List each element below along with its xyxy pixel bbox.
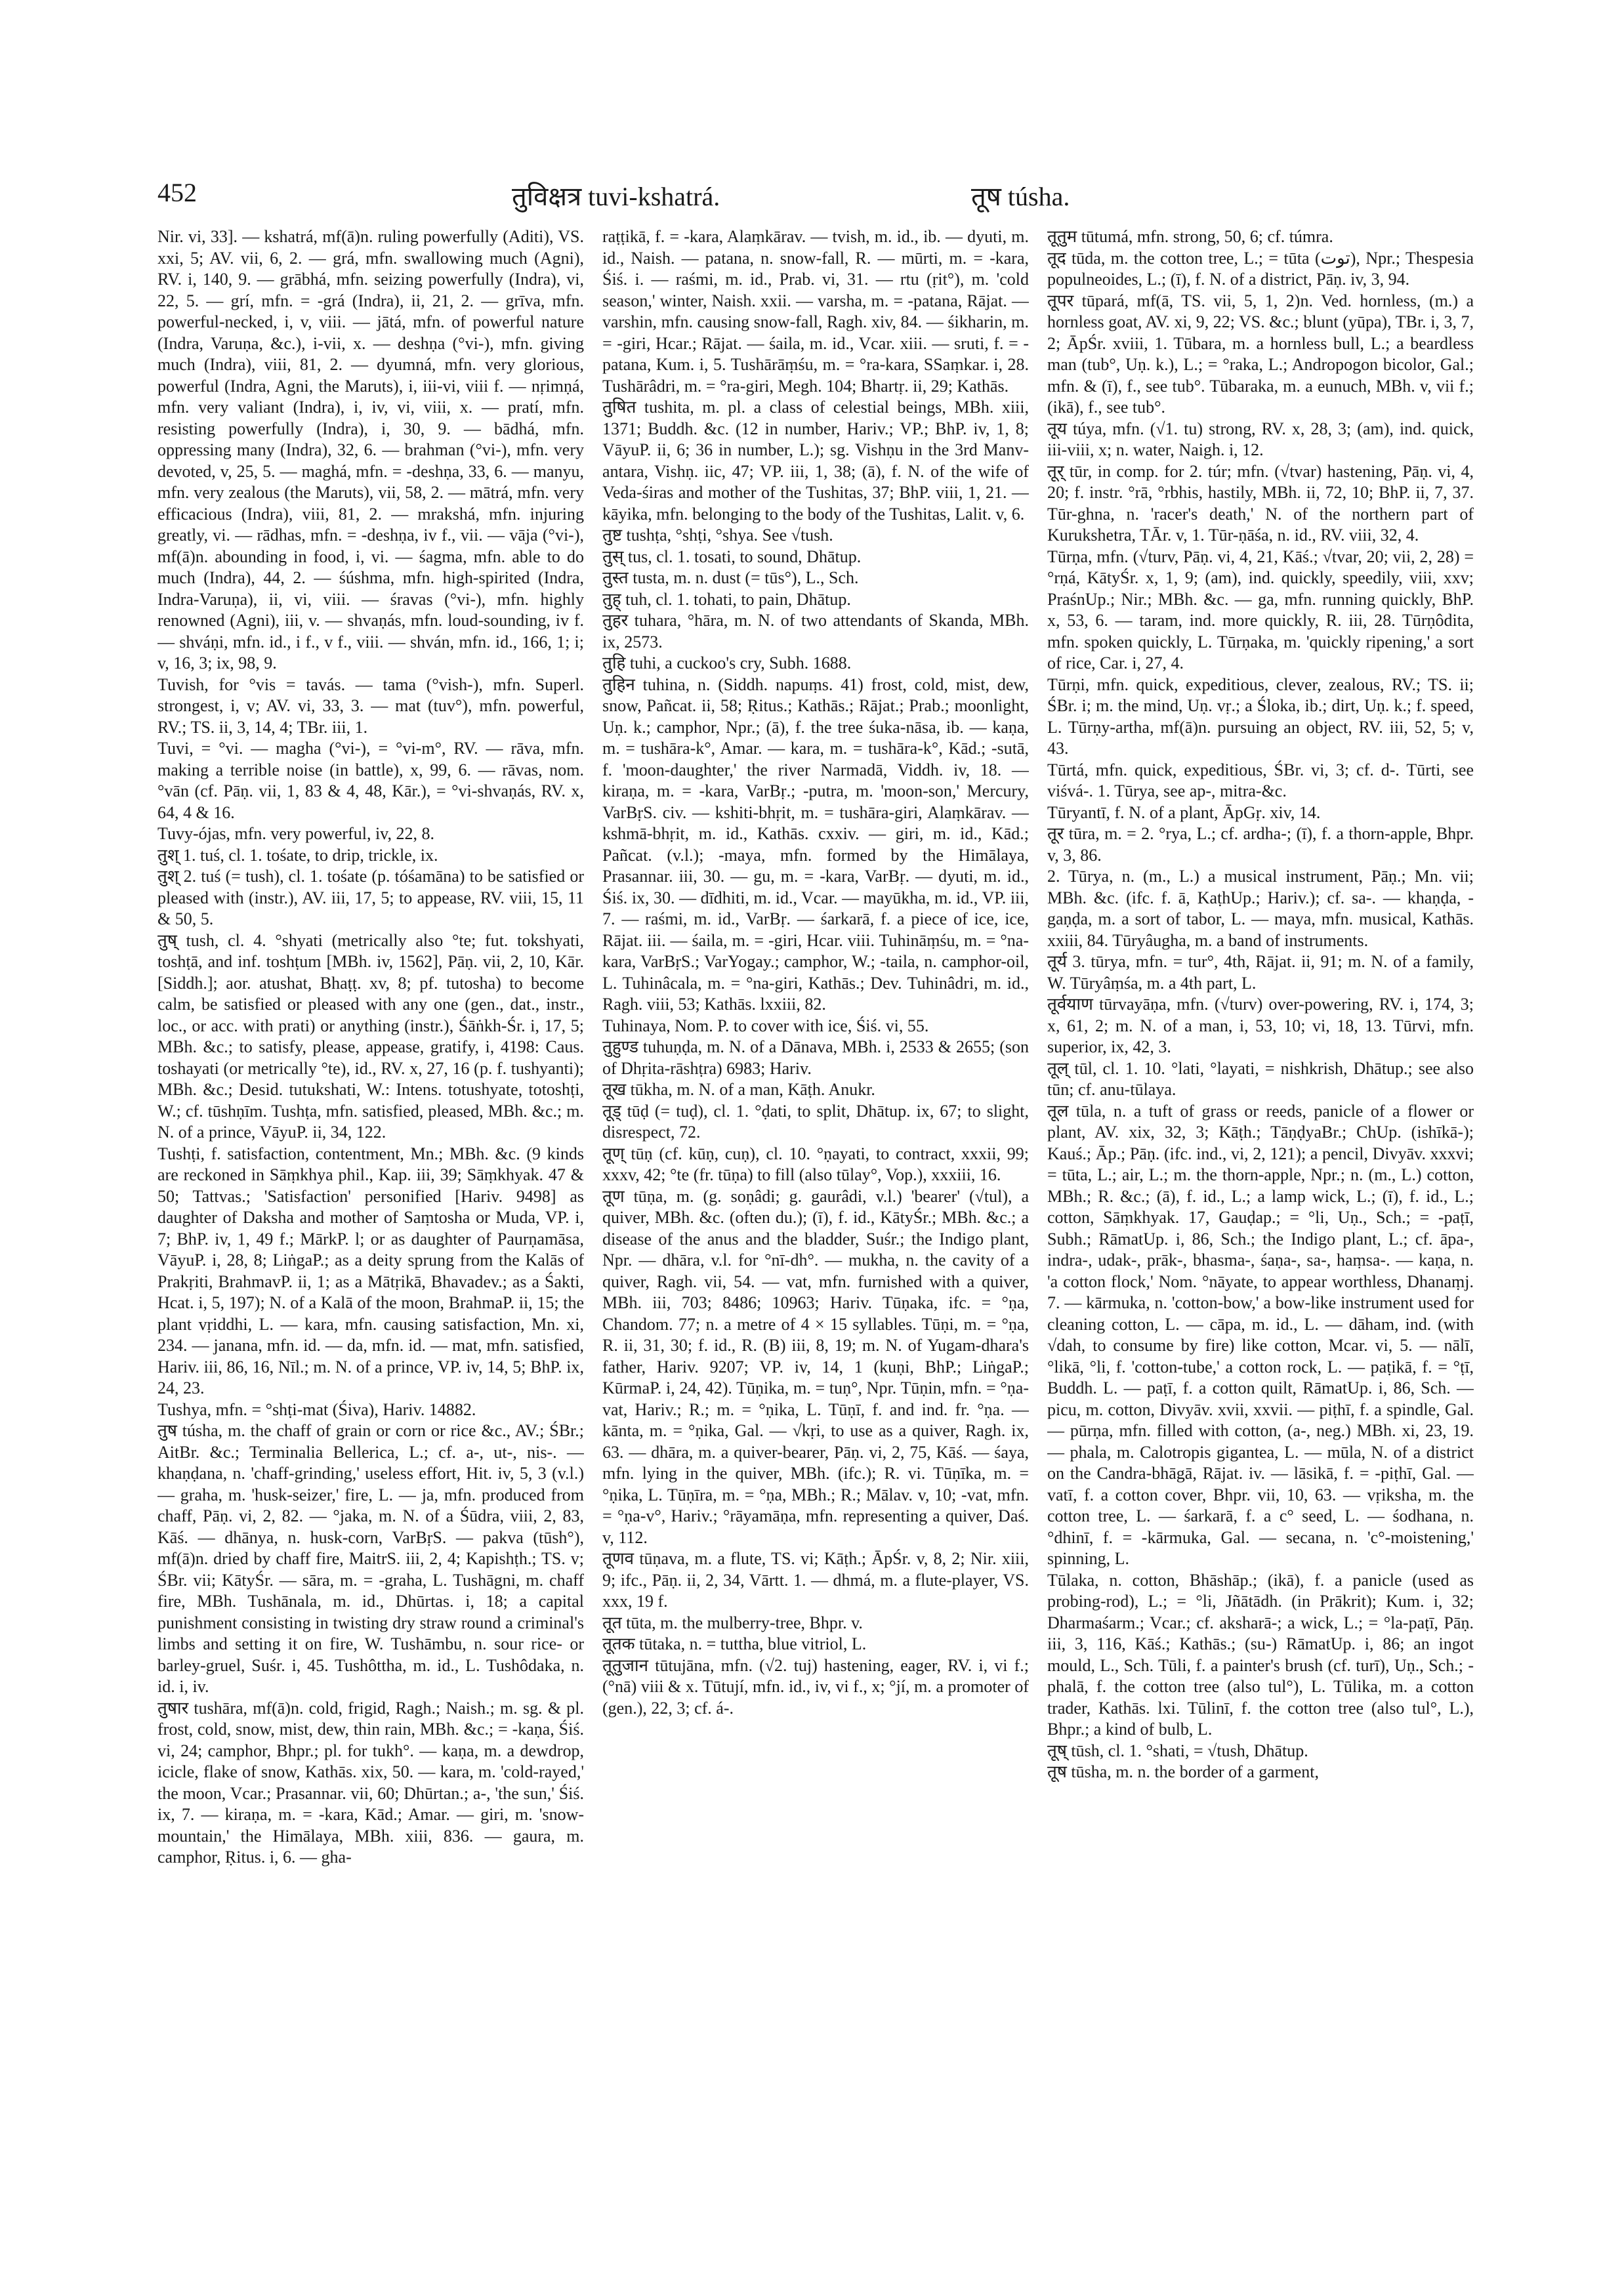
entry-paragraph: तूख tūkha, m. N. of a man, Kāṭh. Anukr.: [602, 1080, 875, 1099]
entry-paragraph: तुष túsha, m. the chaff of grain or corn or rice &c., AV.; ŚBr.; AitBr. &c.; Terminalia Bellerica, L.; cf. a-, ut-, nis-. — khaṇḍana, n. 'chaff-grinding,' useless effort, Hit. iv, 5, 3 (v.l.) — graha, m. 'husk-seizer,' fire, L. — ja, mfn. produced from chaff, Pāṇ. vi, 2, 82. — °jaka, m. N. of a Śūdra, viii, 2, 83, Kāś. — dhānya, n. husk-corn, VarBṛS. — pakva (tūsh°), mf(ā)n. dried by chaff fire, MaitrS. iii, 2, 4; Kapishṭh.; TS. v; ŚBr. vii; KātyŚr. — sāra, m. = -graha, L. Tushāgni, m. chaff fire, MBh. Tushānala, m. id., Dhūrtas. i, 18; a capital punishment consisting in twisting dry straw round a criminal's limbs and setting it on fire, W. Tushāmbu, n. sour rice- or barley-gruel, Suśr. i, 45. Tushôttha, m. id., L. Tushôdaka, n. id. i, iv.: [157, 1421, 584, 1696]
entry-paragraph: Tūryantī, f. N. of a plant, ĀpGṛ. xiv, 14.: [1047, 802, 1321, 822]
entry-paragraph: तूल् tūl, cl. 1. 10. °lati, °layati, = nishkrish, Dhātup.; see also tūn; cf. anu-tūlaya.: [1047, 1058, 1474, 1099]
entry-paragraph: तुहर tuhara, °hāra, m. N. of two attendants of Skanda, MBh. ix, 2573.: [602, 611, 1029, 651]
entry-paragraph: Nir. vi, 33]. — kshatrá, mf(ā)n. ruling powerfully (Aditi), VS. xxi, 5; AV. vii, 6, 2. — grá, mfn. swallowing much (Agni), RV. i, 140, 9. — grābhá, mfn. seizing powerfully (Indra), vi, 22, 5. — grí, mfn. = -grá (Indra), ii, 21, 2. — grīva, mfn. powerful-necked, i, v, viii. — jātá, mfn. of powerful nature (Indra, Varuṇa, &c.), i-vii, x. — deshṇa (°vi-), mfn. giving much (Indra), viii, 81, 2. — dyumná, mfn. very glorious, powerful (Indra, Agni, the Maruts), i, iii-vi, viii f. — nṛimṇá, mfn. very valiant (Indra), i, iv, vi, viii, x. — pratí, mfn. resisting powerfully (Indra), i, 30, 9. — bādhá, mfn. oppressing many (Indra), 32, 6. — brahman (°vi-), mfn. very devoted, v, 25, 5. — maghá, mfn. = -deshṇa, 33, 6. — manyu, mfn. very zealous (the Maruts), vii, 58, 2. — mātrá, mfn. very efficacious (Indra), viii, 81, 2. — mrakshá, mfn. injuring greatly, vi. — rādhas, mfn. = -deshṇa, iv f., vii. — vāja (°vi-), mf(ā)n. abounding in food, i, vi. — śagma, mfn. able to do much (Indra), 44, 2. — śúshma, mfn. high-spirited (Indra, Indra-Varuṇa), ii, vi, viii. — śravas (°vi-), mfn. highly renowned (Agni), iii, v. — shvaṇás, mfn. loud-sounding, iv f. — shváṇi, mfn. id., i f., v f., viii. — shván, mfn. id., 166, 1; i; v, 16, 3; ix, 98, 9.: [157, 227, 584, 672]
entry-paragraph: तुहुण्ड tuhuṇḍa, m. N. of a Dānava, MBh. i, 2533 & 2655; (son of Dhṛita-rāshṭra) 6983; Hariv.: [602, 1037, 1029, 1078]
entry-paragraph: तुषार tushāra, mf(ā)n. cold, frigid, Ragh.; Naish.; m. sg. & pl. frost, cold, snow, mist, dew, thin rain, MBh. &c.; = -kaṇa, Śiś. vi, 24; camphor, Bhpr.; pl. for tukh°. — kaṇa, m. a dewdrop, icicle, flake of snow, Kathās. xix, 50. — kara, m. 'cold-rayed,' the moon, Vcar.; Prasannar. vii, 60; Dhūrtan.; a-, 'the sun,' Śiś. ix, 7. — kiraṇa, m. = -kara, Kād.; Amar. — giri, m. 'snow-mountain,' the Himālaya, MBh. xiii, 836. — gaura, m. camphor, Ṛitus. i, 6. — gha-: [157, 1698, 584, 1867]
page-header: [157, 177, 1470, 230]
entry-paragraph: तुस्त tusta, m. n. dust (= tūs°), L., Sch.: [602, 568, 859, 587]
entry-paragraph: Tushya, mfn. = °shṭi-mat (Śiva), Hariv. 14882.: [157, 1399, 476, 1419]
entry-paragraph: तुहिन tuhina, n. (Siddh. napuṃs. 41) frost, cold, mist, dew, snow, Pañcat. ii, 58; Ṛitus.; Kathās.; Rājat.; Prab.; moonlight, Uṇ. k.; camphor, Npr.; (ā), f. the tree śuka-nāsa, ib. — kaṇa, m. = tushāra-k°, Amar. — kara, m. = tushāra-k°, Kād.; -sutā, f. 'moon-daughter,' the river Narmadā, Viddh. iv, 18. — kiraṇa, m. = -kara, VarBṛ.; -putra, m. 'moon-son,' Mercury, VarBṛS. civ. — kshiti-bhṛit, m. = tushāra-giri, Alaṃkārav. — kshmā-bhṛit, m. id., Kathās. cxxiv. — giri, m. id., Kād.; Pañcat. (v.l.); -maya, mfn. formed by the Himālaya, Prasannar. iii, 30. — gu, m. = -kara, VarBṛ. — dyuti, m. id., Śiś. ix, 30. — dīdhiti, m. id., Vcar. — mayūkha, m. id., VP. iii, 7. — raśmi, m. id., VarBṛ. — śarkarā, f. a piece of ice, ice, Rājat. iii. — śaila, m. = -giri, Hcar. viii. Tuhināṃśu, m. = °na-kara, VarBṛS.; VarYogay.; camphor, W.; -taila, n. camphor-oil, L. Tuhinâcala, m. = °na-giri, Kathās.; Dev. Tuhinâdri, m. id., Ragh. viii, 53; Kathās. lxxiii, 82.: [602, 674, 1029, 1014]
entry-paragraph: तूल tūla, n. a tuft of grass or reeds, panicle of a flower or plant, AV. xix, 32, 3; Kāṭh.; TāṇḍyaBr.; ChUp. (ishīkā-); Kauś.; Āp.; Pāṇ. (ifc. ind., vi, 2, 121); a pencil, Divyāv. xxxvi; = tūta, L.; air, L.; m. the thorn-apple, Npr.; n. (m., L.) cotton, MBh.; R. &c.; (ā), f. id., L.; a lamp wick, L.; (ī), f. id., L.; cotton, Sāṃkhyak. 17, Gauḍap.; = °li, Uṇ., Sch.; = -paṭī, Subh.; RāmatUp. i, 86, Sch.; the Indigo plant, L.; cf. āpa-, indra-, udak-, prāk-, bhasma-, śaṇa-, sa-, haṃsa-. — kaṇa, n. 'a cotton flock,' Nom. °nāyate, to appear worthless, Dhanaṃj. 7. — kārmuka, n. 'cotton-bow,' a bow-like instrument used for cleaning cotton, L. — cāpa, m. id., L. — dāham, ind. (with √dah, to consume by fire) like cotton, Mcar. vi, 5. — nālī, °likā, °li, f. 'cotton-tube,' a cotton rock, L. — paṭikā, f. = °ṭī, Buddh. L. — paṭī, f. a cotton quilt, RāmatUp. i, 86, Sch. — picu, m. cotton, Divyāv. xvii, xxvii. — piṭhī, f. a spindle, Gal. — pūrṇa, mfn. filled with cotton, (a-, neg.) MBh. xi, 23, 19. — phala, m. Calotropis gigantea, L. — mūla, N. of a district on the Candra-bhāgā, Rājat. iv. — lāsikā, f. = -piṭhī, Gal. — vatī, f. a cotton cover, Bhpr. vii, 10, 63. — vṛiksha, m. the cotton tree, L. — śarkarā, f. a c° seed, L. — śodhana, n. °dhinī, f. = -kārmuka, Gal. — secana, n. 'c°-moistening,' spinning, L.: [1047, 1101, 1474, 1568]
column-2: [602, 226, 1029, 2254]
entry-paragraph: raṭṭikā, f. = -kara, Alaṃkārav. — tvish, m. id., ib. — dyuti, m. id., Naish. — patana, n. snow-fall, R. — mūrti, m. = -kara, Śiś. i. — raśmi, m. id., Prab. vi, 31. — rtu (ṛit°), m. 'cold season,' winter, Naish. xxii. — varsha, m. = -patana, Rājat. — varshin, mfn. causing snow-fall, Ragh. xiv, 84. — śikharin, m. = -giri, Hcar.; Rājat. — śaila, m. id., Vcar. xiii. — sruti, f. = -patana, Kum. i, 5. Tushārāṃśu, m. = °ra-kara, SSaṃkar. i, 28. Tushārâdri, m. = °ra-giri, Megh. 104; Bhartṛ. ii, 29; Kathās.: [602, 227, 1029, 396]
entry-paragraph: तूष tūsha, m. n. the border of a garment,: [1047, 1762, 1319, 1781]
entry-paragraph: तूतुजान tūtujāna, mfn. (√2. tuj) hastening, eager, RV. i, vi f.; (°nā) viii & x. Tūtují, mfn. id., iv, vi f., x; °jí, m. a promoter of (gen.), 22, 3; cf. á-.: [602, 1655, 1029, 1718]
entry-paragraph: तुश् 1. tuś, cl. 1. tośate, to drip, trickle, ix.: [157, 845, 438, 865]
entry-paragraph: Tuvish, for °vis = tavás. — tama (°vish-), mfn. Superl. strongest, i, v; AV. vi, 33, 3. — mat (tuv°), mfn. powerful, RV.; TS. ii, 3, 14, 4; TBr. iii, 1.: [157, 674, 584, 737]
entry-paragraph: तूर्वयाण tūrvayāṇa, mfn. (√turv) over-powering, RV. i, 174, 3; x, 61, 2; m. N. of a man, i, 53, 10; vi, 18, 13. Tūrvi, mfn. superior, ix, 42, 3.: [1047, 995, 1474, 1056]
entry-paragraph: तूद tūda, m. the cotton tree, L.; = tūta (توت), Npr.; Thespesia populneoides, L.; (ī), f. N. of a district, Pāṇ. iv, 3, 94.: [1047, 248, 1474, 289]
entry-paragraph: तुहि tuhi, a cuckoo's cry, Subh. 1688.: [602, 653, 852, 672]
entry-paragraph: Tuhinaya, Nom. P. to cover with ice, Śiś. vi, 55.: [602, 1016, 929, 1035]
left-running-head: तुविक्षत्र tuvi-kshatrá.: [512, 182, 720, 211]
entry-paragraph: तूष् tūsh, cl. 1. °shati, = √tush, Dhātup.: [1047, 1741, 1308, 1760]
right-running-head: तूष túsha.: [971, 182, 1070, 211]
entry-paragraph: तुश् 2. tuś (= tush), cl. 1. tośate (p. tóśamāna) to be satisfied or pleased with (instr.), AV. iii, 17, 5; to appease, RV. viii, 15, 11 & 50, 5.: [157, 867, 584, 928]
entry-paragraph: तूर् tūr, in comp. for 2. túr; mfn. (√tvar) hastening, Pāṇ. vi, 4, 20; f. instr. °rā, °rbhis, hastily, MBh. ii, 72, 10; BhP. ii, 7, 37. Tūr-ghna, n. 'racer's death,' N. of the northern part of Kurukshetra, TĀr. v, 1. Tūr-ṇāśa, n. id., RV. viii, 32, 4.: [1047, 461, 1474, 545]
entry-paragraph: तूर tūra, m. = 2. °rya, L.; cf. ardha-; (ī), f. a thorn-apple, Bhpr. v, 3, 86.: [1047, 824, 1474, 865]
entry-paragraph: तूण tūṇa, m. (g. soṇâdi; g. gaurâdi, v.l.) 'bearer' (√tul), a quiver, MBh. &c. (often du.); (ī), f. id., KātyŚr.; MBh. &c.; a disease of the anus and the bladder, Suśr.; the Indigo plant, Npr. — dhāra, v.l. for °nī-dh°. — mukha, n. the cavity of a quiver, Ragh. vii, 54. — vat, mfn. furnished with a quiver, MBh. iii, 703; 8486; 10963; Hariv. Tūṇaka, ifc. = °ṇa, Chandom. 77; n. a metre of 4 × 15 syllables. Tūṇi, m. = °ṇa, R. ii, 31, 30; f. id., R. (B) iii, 8, 19; m. N. of Yugam-dhara's father, Hariv. 9207; VP. iv, 14, 1 (kuṇi, BhP.; LiṅgaP.; KūrmaP. i, 24, 42). Tūṇika, m. = tuṇ°, Npr. Tūṇin, mfn. = °ṇa-vat, Hariv.; R.; m. = °ṇika, L. Tūṇī, f. and ind. fr. °ṇa. — kānta, m. = °ṇika, Gal. — √kṛi, to use as a quiver, Ragh. ix, 63. — dhāra, m. a quiver-bearer, Pāṇ. vi, 2, 75, Kāś. — śaya, mfn. lying in the quiver, MBh. (ifc.); R. vi. Tūṇīka, m. = °ṇika, L. Tūṇīra, m. = °ṇa, MBh.; R.; Mālav. v, 10; -vat, mfn. = °ṇa-v°, Hariv.; °rāyamāṇa, mfn. representing a quiver, Daś. v, 112.: [602, 1186, 1029, 1547]
entry-paragraph: Tuvy-ójas, mfn. very powerful, iv, 22, 8.: [157, 824, 434, 843]
entry-paragraph: Tuvi, = °vi. — magha (°vi-), = °vi-m°, RV. — rāva, mfn. making a terrible noise (in battle), x, 99, 6. — rāvas, nom. °vān (cf. Pāṇ. vii, 1, 83 & 4, 48, Kār.), = °vi-shvaṇás, RV. x, 64, 4 & 16.: [157, 739, 584, 822]
entry-paragraph: Tūrṇa, mfn. (√turv, Pāṇ. vi, 4, 21, Kāś.; √tvar, 20; vii, 2, 28) = °rṇá, KātyŚr. x, 1, 9; (am), ind. quickly, speedily, viii, xxv; PraśnUp.; Nir.; MBh. &c. — ga, mfn. running quickly, BhP. x, 53, 6. — taram, ind. more quickly, R. iii, 28. Tūrṇôdita, mfn. spoken quickly, L. Tūrṇaka, m. 'quickly ripening,' a sort of rice, Car. i, 27, 4.: [1047, 547, 1474, 672]
column-3: [1047, 226, 1474, 2254]
entry-paragraph: Tūrṇi, mfn. quick, expeditious, clever, zealous, RV.; TS. ii; ŚBr. i; m. the mind, Uṇ. vṛ.; a Śloka, ib.; dirt, Uṇ. k.; f. speed, L. Tūrṇy-artha, mf(ā)n. pursuing an object, RV. iii, 52, 5; v, 43.: [1047, 674, 1474, 758]
entry-paragraph: Tūrtá, mfn. quick, expeditious, ŚBr. vi, 3; cf. d-. Tūrti, see viśvá-. 1. Tūrya, see ap-, mitra-&c.: [1047, 760, 1474, 800]
entry-paragraph: तूतुम tūtumá, mfn. strong, 50, 6; cf. túmra.: [1047, 227, 1333, 246]
entry-paragraph: तूर्य 3. tūrya, mfn. = tur°, 4th, Rājat. ii, 91; m. N. of a family, W. Tūryâṃśa, m. a 4th part, L.: [1047, 952, 1474, 993]
entry-paragraph: तूणव tūṇava, m. a flute, TS. vi; Kāṭh.; ĀpŚr. v, 8, 2; Nir. xiii, 9; ifc., Pāṇ. ii, 2, 34, Vārtt. 1. — dhmá, m. a flute-player, VS. xxx, 19 f.: [602, 1549, 1029, 1611]
entry-paragraph: तूण् tūṇ (cf. kūṇ, cuṇ), cl. 10. °ṇayati, to contract, xxxii, 99; xxxv, 42; °te (fr. tūṇa) to fill (also tūlay°, Vop.), xxxiii, 16.: [602, 1144, 1029, 1184]
entry-paragraph: तूय túya, mfn. (√1. tu) strong, RV. x, 28, 3; (am), ind. quick, iii-viii, x; n. water, Naigh. i, 12.: [1047, 419, 1474, 459]
entry-paragraph: Tushṭi, f. satisfaction, contentment, Mn.; MBh. &c. (9 kinds are reckoned in Sāṃkhya phil., Kap. iii, 39; Sāṃkhyak. 47 & 50; Tattvas.; 'Satisfaction' personified [Hariv. 9498] as daughter of Daksha and mother of Saṃtosha or Muda, VP. i, 7; BhP. iv, 1, 49 f.; MārkP. l; or as daughter of Paurṇamāsa, VāyuP. i, 28, 8; LiṅgaP.; as a deity sprung from the Kalās of Prakṛiti, BrahmavP. ii, 1; as a Mātṛikā, Bhavadev.; as a Śakti, Hcat. i, 5, 197); N. of a Kalā of the moon, BrahmaP. ii, 15; the plant vṛiddhi, L. — kara, mfn. causing satisfaction, Mn. xi, 234. — janana, mfn. id. — da, mfn. id. — mat, mfn. satisfied, Hariv. iii, 86, 16, Nīl.; m. N. of a prince, VP. iv, 14, 5; BhP. ix, 24, 23.: [157, 1144, 584, 1397]
entry-paragraph: तुस् tus, cl. 1. tosati, to sound, Dhātup.: [602, 547, 862, 566]
entry-paragraph: तुह् tuh, cl. 1. tohati, to pain, Dhātup.: [602, 589, 851, 609]
entry-paragraph: तुष् tush, cl. 4. °shyati (metrically also °te; fut. tokshyati, toshṭā, and inf. toshṭum [MBh. iv, 1562], Pāṇ. vii, 2, 10, Kār. [Siddh.]; aor. atushat, Bhaṭṭ. xv, 8; pf. tutosha) to become calm, be satisfied or pleased with any one (gen., dat., instr., loc., or acc. with prati) or anything (instr.), Śāṅkh-Śr. i, 17, 5; MBh. &c.; to satisfy, please, appease, gratify, i, 4198: Caus. toshayati (or metrically °te), id., RV. x, 27, 16 (p. f. tushyanti); MBh. &c.; Desid. tutukshati, W.: Intens. totushyate, totoshṭi, W.; cf. tūshṇīm. Tushṭa, mfn. satisfied, pleased, MBh. &c.; m. N. of a prince, VāyuP. ii, 34, 122.: [157, 930, 584, 1142]
entry-paragraph: तुषित tushita, m. pl. a class of celestial beings, MBh. xiii, 1371; Buddh. &c. (12 in number, Hariv.; VP.; BhP. iv, 1, 8; VāyuP. ii, 6; 36 in number, L.); sg. Vishṇu in the 3rd Manv-antara, Vishṇ. iic, 47; VP. iii, 1, 38; (ā), f. N. of the wife of Veda-śiras and mother of the Tushitas, 37; BhP. viii, 1, 21. — kāyika, mfn. belonging to the body of the Tushitas, Lalit. v, 6.: [602, 398, 1029, 524]
entry-paragraph: Tūlaka, n. cotton, Bhāshāp.; (ikā), f. a panicle (used as probing-rod), L.; = °li, Jñātādh. (in Prākrit); Kum. i, 32; Dharmaśarm.; Vcar.; cf. aksharā-; a wick, L.; = °la-paṭī, Pāṇ. iii, 3, 116, Kāś.; Kathās.; (su-) RāmatUp. i, 86; an ingot mould, L., Sch. Tūli, f. a painter's brush (cf. turī), Uṇ., Sch.; -phalā, f. the cotton tree (also tul°), L. Tūlika, m. a cotton trader, Kathās. lxi. Tūlinī, f. the cotton tree (also tul°, L.), Bhpr.; a kind of bulb, L.: [1047, 1570, 1474, 1739]
entry-paragraph: तूड् tūḍ (= tuḍ), cl. 1. °ḍati, to split, Dhātup. ix, 67; to slight, disrespect, 72.: [602, 1101, 1029, 1142]
entry-paragraph: तुष्ट tushṭa, °shṭi, °shya. See √tush.: [602, 526, 833, 545]
entry-paragraph: तूत tūta, m. the mulberry-tree, Bhpr. v.: [602, 1613, 863, 1632]
entry-paragraph: तूतक tūtaka, n. = tuttha, blue vitriol, L.: [602, 1634, 867, 1653]
column-1: [157, 226, 584, 2254]
page-number: 452: [157, 178, 197, 207]
entry-paragraph: 2. Tūrya, n. (m., L.) a musical instrument, Pāṇ.; Mn. vii; MBh. &c. (ifc. f. ā, KaṭhUp.; Hariv.); cf. sa-. — khaṇḍa, -gaṇḍa, m. a sort of tabor, L. — maya, mfn. musical, Kathās. xxiii, 84. Tūryâugha, m. a band of instruments.: [1047, 867, 1474, 950]
entry-paragraph: तूपर tūpará, mf(ā, TS. vii, 5, 1, 2)n. Ved. hornless, (m.) a hornless goat, AV. xi, 9, 22; VS. &c.; blunt (yūpa), TBr. i, 3, 7, 2; ĀpŚr. xviii, 1. Tūbara, m. a hornless bull, L.; a beardless man (tub°, Uṇ. k.), L.; = °raka, L.; Andropogon bicolor, Gal.; mfn. & (ī), f., see tub°. Tūbaraka, m. a eunuch, MBh. v, vii f.; (ikā), f., see tub°.: [1047, 291, 1474, 417]
